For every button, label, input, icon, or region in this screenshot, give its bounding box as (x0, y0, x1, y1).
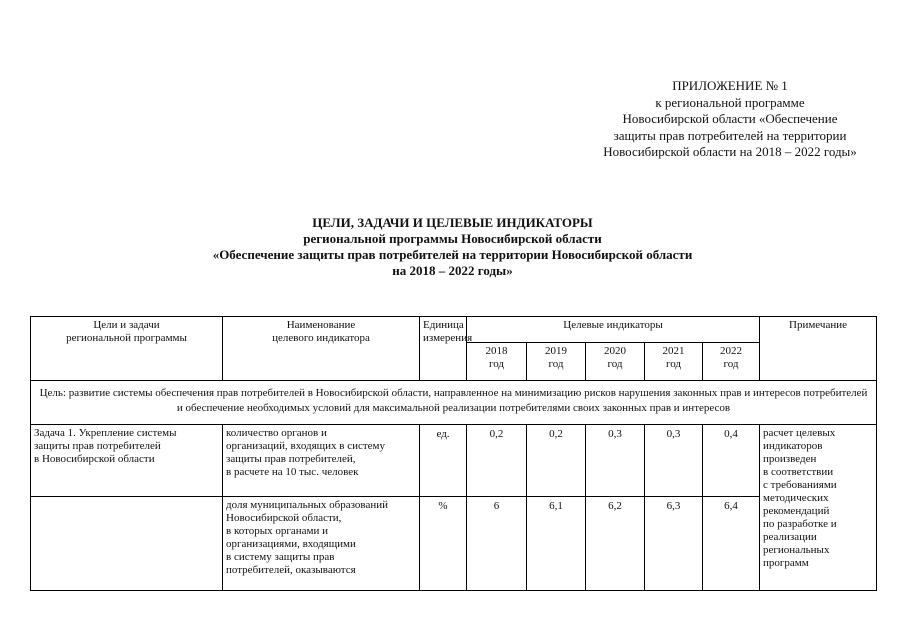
title-line: ЦЕЛИ, ЗАДАЧИ И ЦЕЛЕВЫЕ ИНДИКАТОРЫ (312, 215, 593, 230)
indicator-cell: доля муниципальных образований Новосибирской области, в которых органами и организациями, входящими в систему защиты прав потребителей, оказываются (223, 497, 420, 591)
task-cell (31, 497, 223, 591)
document-title (0, 215, 905, 279)
header-indicator-name: Наименование целевого индикатора (223, 317, 420, 381)
value-cell: 0,2 (467, 425, 527, 497)
title-line: на 2018 – 2022 годы» (392, 263, 513, 278)
header-target-indicators: Целевые индикаторы (467, 317, 760, 343)
appendix-ref-line: к региональной программе (655, 94, 805, 110)
header-year: 2020 год (586, 343, 645, 381)
title-line: «Обеспечение защиты прав потребителей на территории Новосибирской области (212, 247, 693, 262)
unit-cell: ед. (420, 425, 467, 497)
indicators-table (30, 316, 877, 591)
header-unit: Единица измерения (420, 317, 467, 381)
value-cell: 0,3 (645, 425, 703, 497)
note-cell: расчет целевых индикаторов произведен в соответствии с требованиями методических рекомендаций по разработке и реализации региональных программ (760, 425, 877, 591)
unit-cell: % (420, 497, 467, 591)
indicator-cell: количество органов и организаций, входящих в систему защиты прав потребителей, в расчете на 10 тыс. человек (223, 425, 420, 497)
header-year: 2019 год (527, 343, 586, 381)
appendix-ref-line: защиты прав потребителей на территории (613, 127, 847, 143)
header-year: 2021 год (645, 343, 703, 381)
appendix-ref-line: Новосибирской области «Обеспечение (622, 111, 838, 126)
table-row (31, 497, 877, 591)
value-cell: 6,4 (703, 497, 760, 591)
value-cell: 6,2 (586, 497, 645, 591)
header-note: Примечание (760, 317, 877, 381)
title-line: региональной программы Новосибирской области (303, 231, 602, 246)
header-year: 2018 год (467, 343, 527, 381)
goal-row: Цель: развитие системы обеспечения прав потребителей в Новосибирской области, направленное на минимизацию рисков нарушения законных прав и интересов потребителей и обеспечение необходимых условий для максимальной реализации потребителями своих законных прав и интересов (31, 381, 877, 425)
table-row (31, 425, 877, 497)
value-cell: 6,3 (645, 497, 703, 591)
value-cell: 0,4 (703, 425, 760, 497)
appendix-header (560, 78, 900, 161)
appendix-ref-line: Новосибирской области на 2018 – 2022 годы» (603, 144, 857, 159)
value-cell: 0,3 (586, 425, 645, 497)
value-cell: 0,2 (527, 425, 586, 497)
value-cell: 6,1 (527, 497, 586, 591)
task-cell: Задача 1. Укрепление системы защиты прав потребителей в Новосибирской области (31, 425, 223, 497)
header-year: 2022 год (703, 343, 760, 381)
value-cell: 6 (467, 497, 527, 591)
appendix-number: ПРИЛОЖЕНИЕ № 1 (672, 78, 788, 93)
header-goals-tasks: Цели и задачи региональной программы (31, 317, 223, 381)
